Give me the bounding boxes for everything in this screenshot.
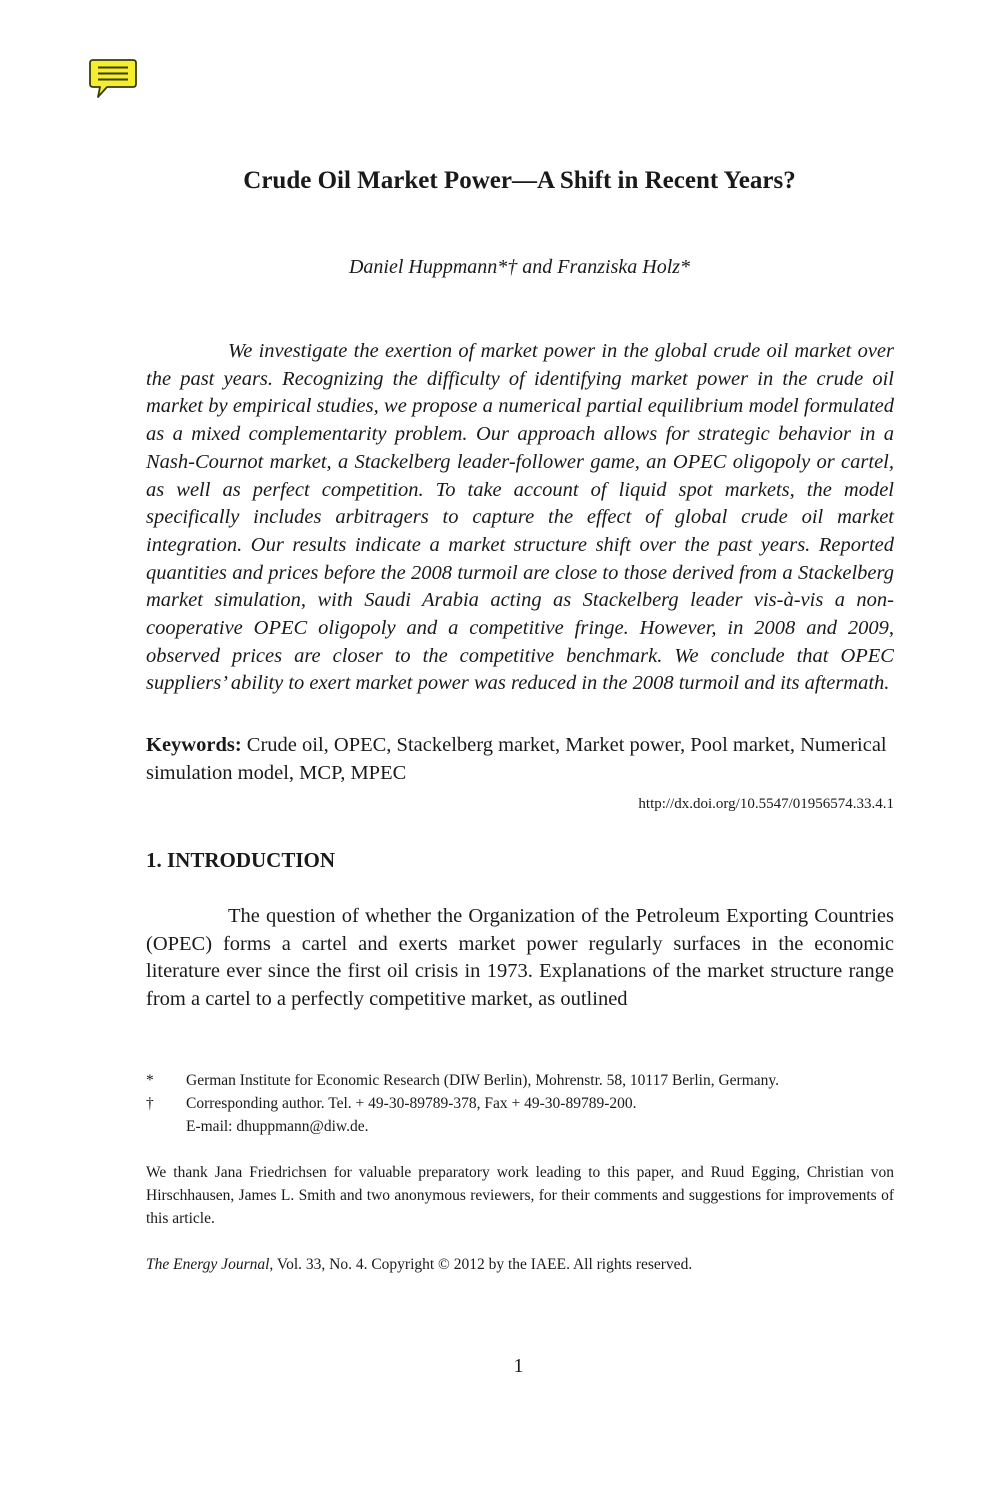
journal-copyright: , Vol. 33, No. 4. Copyright © 2012 by the IAEE. All rights reserved. — [269, 1256, 693, 1273]
keywords — [146, 732, 894, 787]
keywords-label: Keywords: — [146, 734, 242, 756]
footnote-email[interactable]: E-mail: dhuppmann@diw.de. — [186, 1118, 369, 1135]
footnote — [146, 1115, 894, 1138]
footnote — [146, 1069, 894, 1092]
footnote-mark: † — [146, 1095, 154, 1112]
page-number: 1 — [513, 1355, 524, 1377]
footnote-text: Corresponding author. Tel. + 49-30-89789-378, Fax + 49-30-89789-200. — [186, 1095, 637, 1112]
journal-name: The Energy Journal — [146, 1256, 270, 1273]
acknowledgement: We thank Jana Friedrichsen for valuable preparatory work leading to this paper, and Ruud Egging, Christian von Hirschhausen, James L. Smith and two anonymous reviewers, for their comments and suggestions for improvements of this article. — [146, 1164, 894, 1227]
keywords-text: Crude oil, OPEC, Stackelberg market, Market power, Pool market, Numerical simulation model, MCP, MPEC — [146, 734, 887, 784]
introduction-paragraph: The question of whether the Organization of the Petroleum Exporting Countries (OPEC) forms a cartel and exerts market power regularly surfaces in the economic literature ever since the first oil crisis in 1973. Explanations of the market structure range from a cartel to a perfectly competitive market, as outlined — [146, 905, 894, 1011]
comment-note-icon[interactable] — [89, 58, 137, 102]
footnote-mark — [146, 1115, 186, 1138]
footnote — [146, 1092, 894, 1115]
journal-line — [146, 1253, 894, 1276]
footnote-mark: * — [146, 1072, 154, 1089]
footnote-text: German Institute for Economic Research (DIW Berlin), Mohrenstr. 58, 10117 Berlin, Germany. — [186, 1072, 780, 1089]
footnotes — [146, 1069, 894, 1138]
authors: Daniel Huppmann*† and Franziska Holz* — [348, 256, 691, 278]
abstract: We investigate the exertion of market power in the global crude oil market over the past years. Recognizing the difficulty of identifying market power in the crude oil market by empirical studies, we propose a numerical partial equilibrium model formulated as a mixed complementarity problem. Our approach allows for strategic behavior in a Nash-Cournot market, a Stackelberg leader-follower game, an OPEC oligopoly or cartel, as well as perfect competition. To take account of liquid spot markets, the model specifically includes arbitragers to capture the effect of global crude oil market integration. Our results indicate a market structure shift over the past years. Reported quantities and prices before the 2008 turmoil are close to those derived from a Stackelberg market simulation, with Saudi Arabia acting as Stackelberg leader vis-à-vis a non-cooperative OPEC oligopoly and a competitive fringe. However, in 2008 and 2009, observed prices are closer to the competitive benchmark. We conclude that OPEC suppliers’ ability to exert market power was reduced in the 2008 turmoil and its aftermath. — [146, 340, 894, 695]
paper-title: Crude Oil Market Power—A Shift in Recent Years? — [243, 167, 796, 194]
doi-link[interactable]: http://dx.doi.org/10.5547/01956574.33.4.1 — [638, 796, 894, 812]
section-heading: 1. INTRODUCTION — [146, 848, 336, 872]
